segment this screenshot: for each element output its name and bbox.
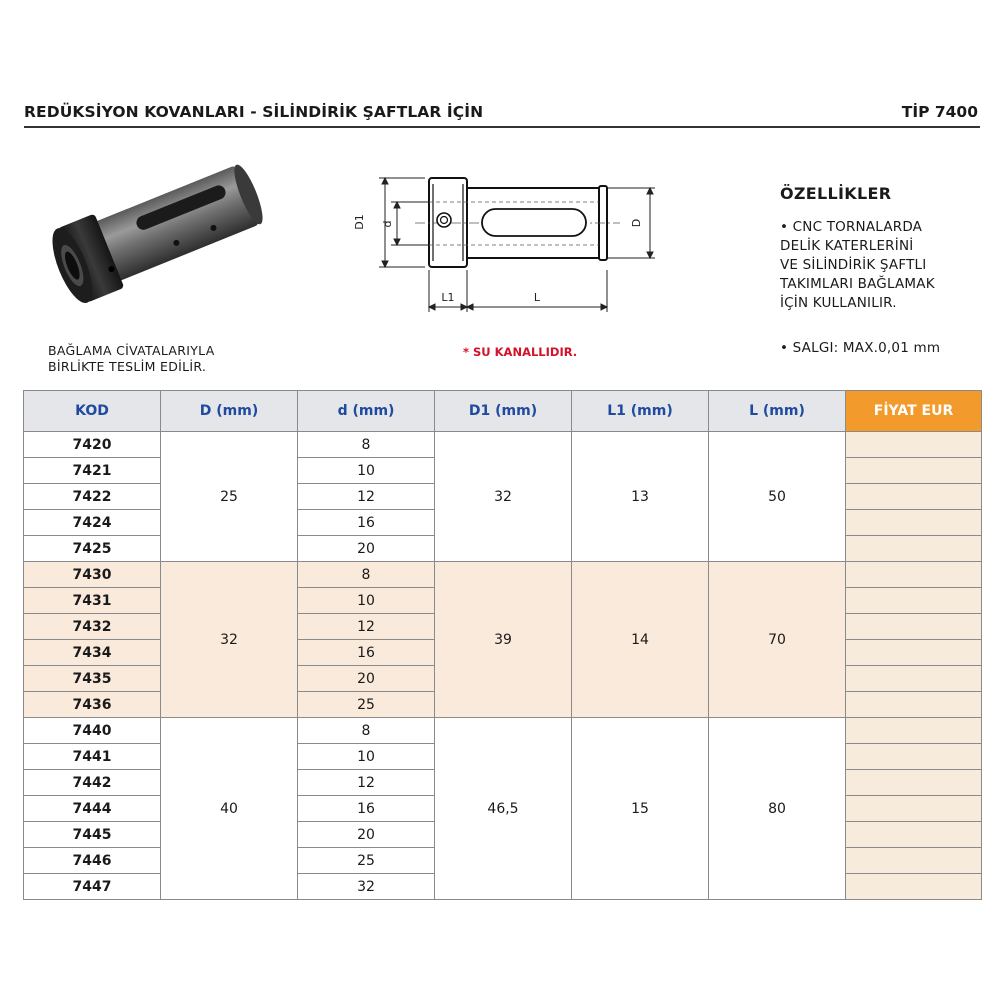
- cell-price: [846, 822, 982, 848]
- features-title: ÖZELLİKLER: [780, 184, 892, 203]
- cell-d: 25: [298, 848, 435, 874]
- page-title: REDÜKSİYON KOVANLARI - SİLİNDİRİK ŞAFTLAR İÇİN: [24, 103, 484, 121]
- cell-d: 12: [298, 770, 435, 796]
- table-row: [24, 432, 982, 458]
- cell-price: [846, 640, 982, 666]
- cell-L: 50: [709, 432, 846, 562]
- cell-kod: 7424: [24, 510, 161, 536]
- cell-price: [846, 484, 982, 510]
- cell-kod: 7431: [24, 588, 161, 614]
- table-row: [24, 562, 982, 588]
- header-divider: [24, 126, 980, 128]
- cell-kod: 7425: [24, 536, 161, 562]
- cell-d: 10: [298, 744, 435, 770]
- feature-item-runout: • SALGI: MAX.0,01 mm: [780, 340, 941, 356]
- cell-d: 16: [298, 796, 435, 822]
- cell-price: [846, 588, 982, 614]
- cell-kod: 7440: [24, 718, 161, 744]
- table-row: [24, 718, 982, 744]
- cell-kod: 7444: [24, 796, 161, 822]
- cell-d: 20: [298, 666, 435, 692]
- cell-d: 10: [298, 458, 435, 484]
- cell-kod: 7432: [24, 614, 161, 640]
- col-header-d: d (mm): [298, 391, 435, 432]
- cell-d: 8: [298, 432, 435, 458]
- cell-kod: 7430: [24, 562, 161, 588]
- cell-kod: 7422: [24, 484, 161, 510]
- cell-kod: 7436: [24, 692, 161, 718]
- cell-d: 16: [298, 640, 435, 666]
- water-channel-note: * SU KANALLIDIR.: [463, 345, 578, 359]
- cell-price: [846, 744, 982, 770]
- cell-d: 8: [298, 718, 435, 744]
- col-header-L: L (mm): [709, 391, 846, 432]
- cell-L: 80: [709, 718, 846, 900]
- cell-D: 25: [161, 432, 298, 562]
- cell-price: [846, 796, 982, 822]
- cell-kod: 7434: [24, 640, 161, 666]
- type-label: TİP 7400: [901, 103, 978, 121]
- cell-d: 8: [298, 562, 435, 588]
- cell-L: 70: [709, 562, 846, 718]
- cell-d: 10: [298, 588, 435, 614]
- label-d: d: [381, 220, 394, 228]
- cell-d: 25: [298, 692, 435, 718]
- cell-price: [846, 692, 982, 718]
- cell-D: 40: [161, 718, 298, 900]
- label-D1: D1: [353, 214, 366, 230]
- cell-price: [846, 432, 982, 458]
- cell-price: [846, 510, 982, 536]
- cell-price: [846, 848, 982, 874]
- cell-d: 16: [298, 510, 435, 536]
- cell-kod: 7447: [24, 874, 161, 900]
- cell-d: 20: [298, 536, 435, 562]
- cell-D: 32: [161, 562, 298, 718]
- cell-D1: 32: [435, 432, 572, 562]
- cell-price: [846, 718, 982, 744]
- cell-d: 32: [298, 874, 435, 900]
- feature-item-cnc: • CNC TORNALARDA DELİK KATERLERİNİ VE SİLİNDİRİK ŞAFTLI TAKIMLARI BAĞLAMAK İÇİN KULLANILIR.: [780, 219, 935, 311]
- cell-price: [846, 874, 982, 900]
- cell-kod: 7421: [24, 458, 161, 484]
- cell-kod: 7420: [24, 432, 161, 458]
- spec-table: [23, 390, 982, 900]
- cell-kod: 7445: [24, 822, 161, 848]
- cell-L1: 13: [572, 432, 709, 562]
- cell-d: 20: [298, 822, 435, 848]
- cell-price: [846, 666, 982, 692]
- product-image: [40, 150, 270, 310]
- cell-price: [846, 614, 982, 640]
- label-L: L: [533, 291, 541, 304]
- cell-L1: 14: [572, 562, 709, 718]
- cell-D1: 39: [435, 562, 572, 718]
- label-L1: L1: [441, 291, 455, 304]
- col-header-kod: KOD: [24, 391, 161, 432]
- table-header-row: [24, 391, 982, 432]
- cell-kod: 7446: [24, 848, 161, 874]
- col-header-price: FİYAT EUR: [846, 391, 982, 432]
- cell-kod: 7435: [24, 666, 161, 692]
- col-header-L1: L1 (mm): [572, 391, 709, 432]
- cell-d: 12: [298, 484, 435, 510]
- cell-price: [846, 562, 982, 588]
- dimension-drawing: [345, 160, 665, 320]
- col-header-D1: D1 (mm): [435, 391, 572, 432]
- photo-caption: BAĞLAMA CİVATALARIYLA BİRLİKTE TESLİM EDİLİR.: [48, 343, 215, 374]
- cell-D1: 46,5: [435, 718, 572, 900]
- cell-price: [846, 536, 982, 562]
- cell-price: [846, 458, 982, 484]
- cell-L1: 15: [572, 718, 709, 900]
- cell-kod: 7442: [24, 770, 161, 796]
- cell-d: 12: [298, 614, 435, 640]
- cell-price: [846, 770, 982, 796]
- col-header-D: D (mm): [161, 391, 298, 432]
- label-D: D: [630, 218, 643, 228]
- cell-kod: 7441: [24, 744, 161, 770]
